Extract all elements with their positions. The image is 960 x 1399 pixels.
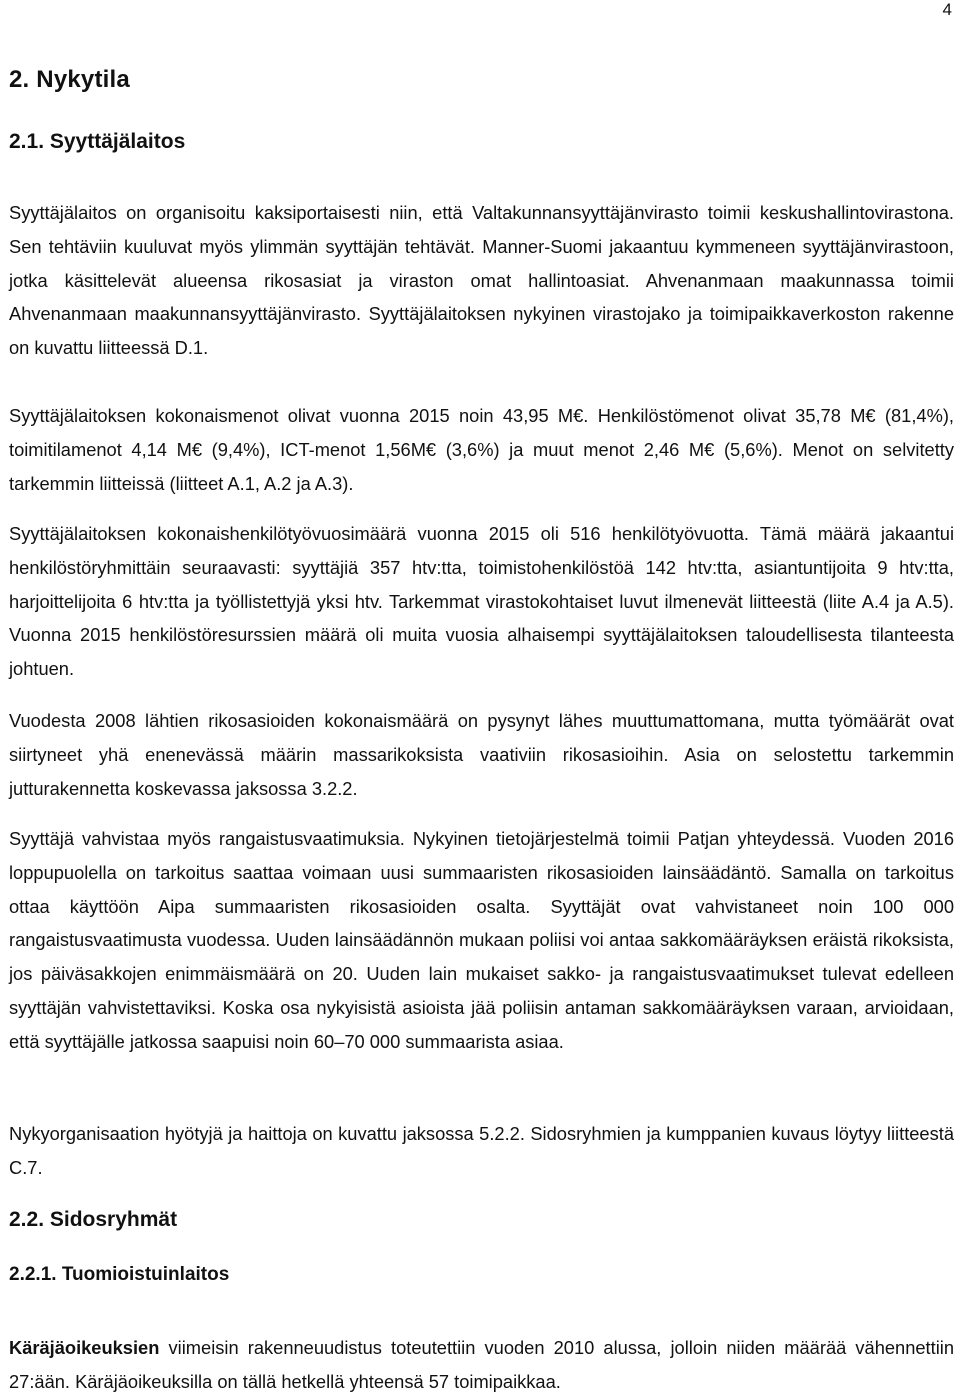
- paragraph: Syyttäjälaitoksen kokonaismenot olivat vuonna 2015 noin 43,95 M€. Henkilöstömenot olivat 35,78 M€ (81,4%), toimitilamenot 4,14 M€ (9,4%), ICT-menot 1,56M€ (3,6%) ja muut menot 2,46 M€ (5,6%). Menot on selvitetty tarkemmin liitteissä (liitteet A.1, A.2 ja A.3).: [9, 405, 954, 494]
- paragraph-text: viimeisin rakenneuudistus toteutettiin vuoden 2010 alussa, jolloin niiden määrää vähennettiin 27:ään. Käräjäoikeuksilla on tällä hetkellä yhteensä 57 toimipaikkaa.: [9, 1337, 954, 1392]
- paragraph: Syyttäjä vahvistaa myös rangaistusvaatimuksia. Nykyinen tietojärjestelmä toimii Patjan yhteydessä. Vuoden 2016 loppupuolella on tarkoitus saattaa voimaan uusi summaaristen rikosasioiden lainsäädäntö. Samalla on tarkoitus ottaa käyttöön Aipa summaaristen rikosasioiden osalta. Syyttäjät ovat vahvistaneet noin 100 000 rangaistusvaatimusta vuodessa. Uuden lainsäädännön mukaan poliisi voi antaa sakkomääräyksen eräistä rikoksista, jos päiväsakkojen enimmäismäärä on 20. Uuden lain mukaiset sakko- ja rangaistusvaatimukset tulevat edelleen syyttäjän vahvistettaviksi. Koska osa nykyisistä asioista jää poliisin antaman sakkomääräyksen varaan, arvioidaan, että syyttäjälle jatkossa saapuisi noin 60–70 000 summaarista asiaa.: [9, 828, 954, 1052]
- paragraph: Nykyorganisaation hyötyjä ja haittoja on kuvattu jaksossa 5.2.2. Sidosryhmien ja kumppanien kuvaus löytyy liitteestä C.7.: [9, 1123, 954, 1178]
- subsection-heading: 2.1. Syyttäjälaitos: [9, 130, 186, 153]
- section-heading: 2. Nykytila: [9, 66, 130, 93]
- paragraph: Syyttäjälaitos on organisoitu kaksiportaisesti niin, että Valtakunnansyyttäjänvirasto toimii keskushallintovirastona. Sen tehtäviin kuuluvat myös ylimmän syyttäjän tehtävät. Manner-Suomi jakaantuu kymmeneen syyttäjänvirastoon, jotka käsittelevät alueensa rikosasiat ja viraston omat hallintoasiat. Ahvenanmaan maakunnassa toimii Ahvenanmaan maakunnansyyttäjänvirasto. Syyttäjälaitoksen nykyinen virastojako ja toimipaikkaverkoston rakenne on kuvattu liitteessä D.1.: [9, 202, 954, 359]
- page-number: 4: [942, 0, 952, 19]
- subsection-heading: 2.2. Sidosryhmät: [9, 1208, 178, 1231]
- paragraph: [9, 1331, 954, 1399]
- paragraph: Syyttäjälaitoksen kokonaishenkilötyövuosimäärä vuonna 2015 oli 516 henkilötyövuotta. Tämä määrä jakaantui henkilöstöryhmittäin seuraavasti: syyttäjiä 357 htv:tta, toimistohenkilöstöä 142 htv:tta, asiantuntijoita 9 htv:tta, harjoittelijoita 6 htv:tta ja työllistettyjä yksi htv. Tarkemmat virastokohtaiset luvut ilmenevät liitteestä (liite A.4 ja A.5). Vuonna 2015 henkilöstöresurssien määrä oli muita vuosia alhaisempi syyttäjälaitoksen taloudellisesta tilanteesta johtuen.: [9, 523, 954, 680]
- paragraph: Vuodesta 2008 lähtien rikosasioiden kokonaismäärä on pysynyt lähes muuttumattomana, mutta työmäärät ovat siirtyneet yhä enenevässä määrin massarikoksista vaativiin rikosasioihin. Asia on selostettu tarkemmin jutturakennetta koskevassa jaksossa 3.2.2.: [9, 710, 954, 799]
- subsubsection-heading: 2.2.1. Tuomioistuinlaitos: [9, 1264, 230, 1285]
- bold-term: Käräjäoikeuksien: [9, 1337, 160, 1358]
